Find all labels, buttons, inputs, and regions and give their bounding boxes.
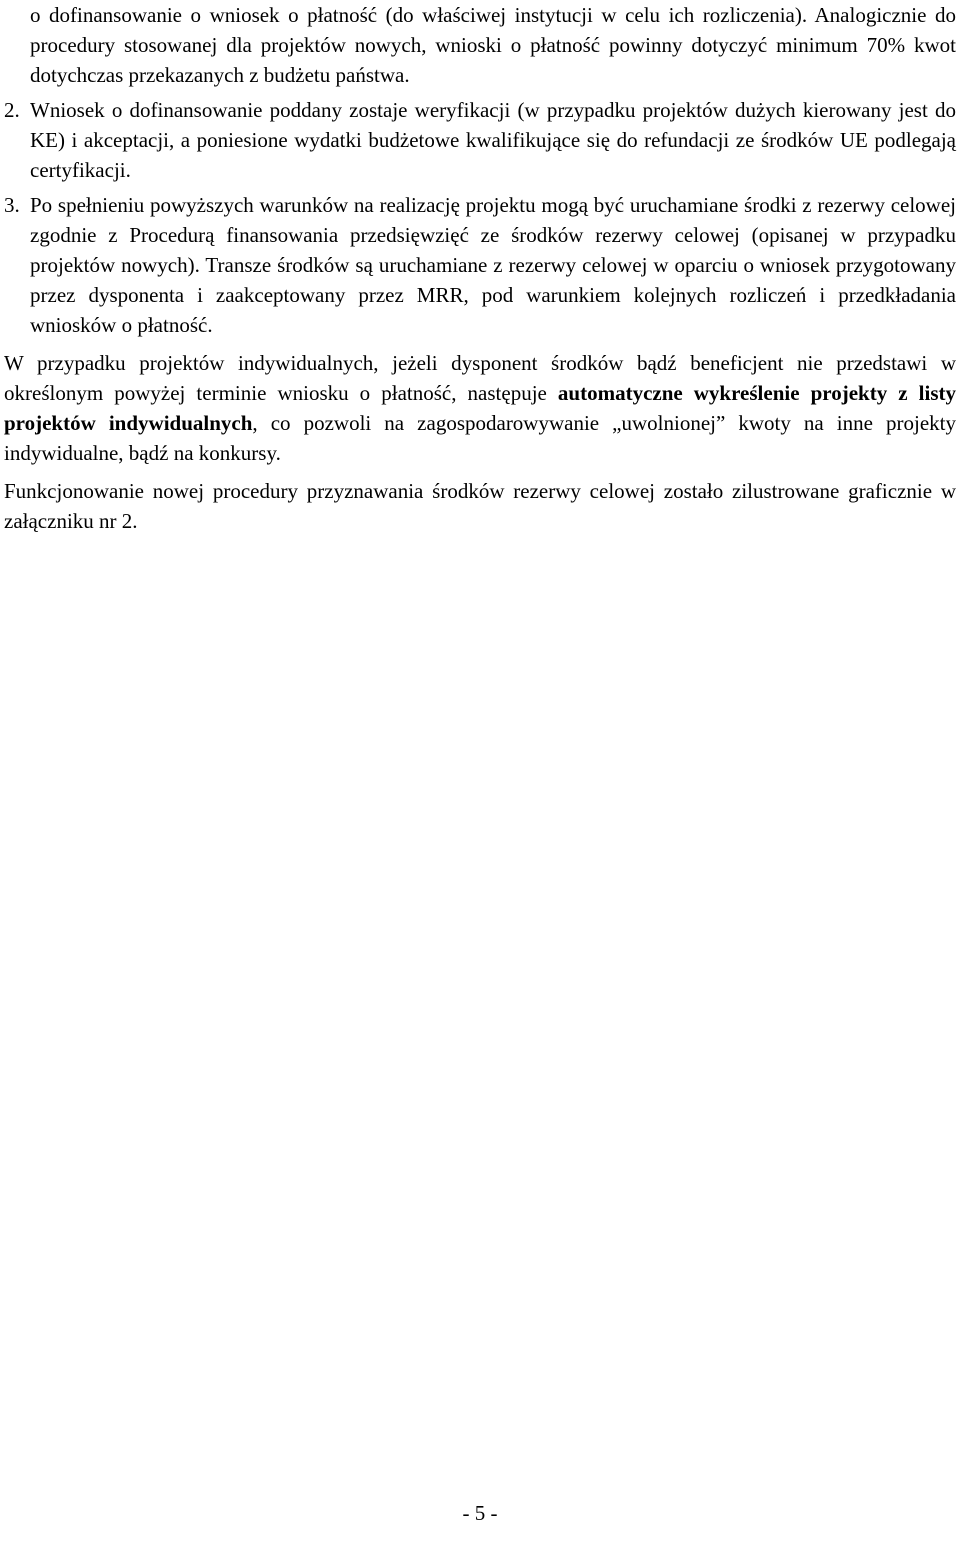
closing-text: Funkcjonowanie nowej procedury przyznawania środków rezerwy celowej zostało zilustrowane graficznie w załączniku nr 2.	[4, 479, 956, 533]
individual-projects-bold: automatyczne wykreślenie projekty z listy projektów indywidualnych	[4, 381, 956, 435]
individual-projects-text-after: , co pozwoli na zagospodarowywanie „uwolnionej” kwoty na inne projekty indywidualne, bądź na konkursy.	[4, 411, 956, 465]
intro-paragraph	[4, 0, 956, 90]
point-2	[4, 95, 956, 185]
point-3	[4, 190, 956, 340]
page-number: - 5 -	[462, 1501, 498, 1525]
closing-paragraph	[4, 476, 956, 536]
point-3-number: 3.	[4, 193, 20, 217]
document-page	[4, 0, 956, 536]
point-3-text: Po spełnieniu powyższych warunków na realizację projektu mogą być uruchamiane środki z rezerwy celowej zgodnie z Procedurą finansowania przedsięwzięć ze środków rezerwy celowej (opisanej w przypadku projektów nowych). Transze środków są uruchamiane z rezerwy celowej w oparciu o wniosek przygotowany przez dysponenta i zaakceptowany przez MRR, pod warunkiem kolejnych rozliczeń i przedkładania wniosków o płatność.	[30, 193, 956, 337]
individual-projects-text-before: W przypadku projektów indywidualnych, jeżeli dysponent środków bądź beneficjent nie przedstawi w określonym powyżej terminie wniosku o płatność, następuje	[4, 351, 956, 405]
individual-projects-paragraph	[4, 348, 956, 468]
point-2-text: Wniosek o dofinansowanie poddany zostaje weryfikacji (w przypadku projektów dużych kierowany jest do KE) i akceptacji, a poniesione wydatki budżetowe kwalifikujące się do refundacji ze środków UE podlegają certyfikacji.	[30, 98, 956, 182]
point-2-number: 2.	[4, 98, 20, 122]
intro-text: o dofinansowanie o wniosek o płatność (do właściwej instytucji w celu ich rozliczenia). Analogicznie do procedury stosowanej dla projektów nowych, wnioski o płatność powinny dotyczyć minimum 70% kwot dotychczas przekazanych z budżetu państwa.	[30, 3, 956, 87]
